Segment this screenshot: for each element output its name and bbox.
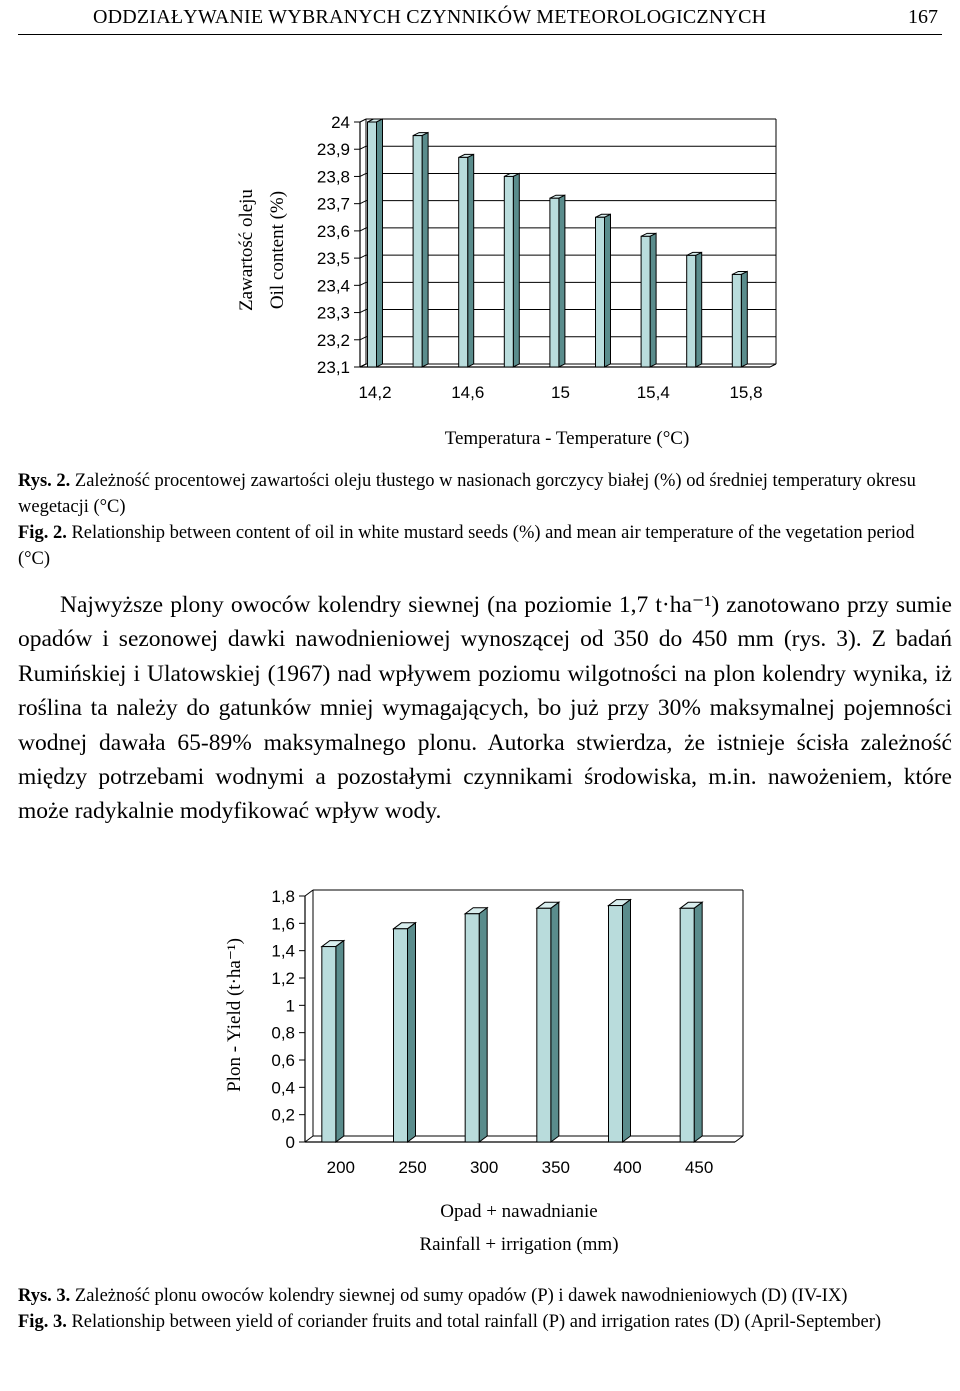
floor-edge (305, 1136, 313, 1142)
bar-front (609, 906, 623, 1142)
bar-side (623, 900, 631, 1142)
bar-side (551, 902, 559, 1142)
gridline (360, 119, 366, 122)
bar-front (465, 914, 479, 1142)
y-tick-label: 1,2 (271, 969, 295, 988)
x-tick-label: 14,2 (358, 383, 392, 402)
gridline (360, 310, 366, 313)
y-tick-label: 1 (285, 996, 295, 1016)
figure3-text-en: Relationship between yield of coriander fruits and total rainfall (P) and irrigation rates (D) (April-September) (71, 1312, 882, 1332)
gridline (360, 201, 366, 204)
x-axis-label: Temperatura - Temperature (°C) (444, 428, 690, 449)
bar-front (368, 122, 377, 367)
y-tick-label: 24 (331, 113, 350, 132)
figure2-caption-en (18, 520, 942, 572)
bar-front (537, 908, 551, 1142)
y-tick-label: 23,9 (316, 140, 350, 160)
x-axis-label-pl: Opad + nawadnianie (440, 1201, 598, 1222)
chart-plot-area (299, 890, 743, 1142)
x-tick-label: 14,6 (451, 383, 485, 402)
gridline (360, 255, 366, 258)
bar (732, 271, 747, 367)
x-tick-label: 15 (551, 383, 570, 402)
y-axis-label-en: Oil content (%) (267, 190, 288, 310)
bar-side (559, 195, 565, 367)
running-header-title: ODDZIAŁYWANIE WYBRANYCH CZYNNIKÓW METEOROLOGICZNYCH (93, 6, 767, 28)
x-axis-label-en: Rainfall + irrigation (mm) (419, 1234, 619, 1255)
oil-content-chart (0, 60, 960, 460)
x-tick-labels (358, 383, 762, 402)
figure3-label-en: Fig. 3. (18, 1312, 67, 1332)
bar-front (322, 947, 336, 1142)
y-tick-labels (317, 113, 350, 377)
bar (413, 133, 428, 367)
y-tick-label: 23,3 (316, 303, 350, 323)
figure2-text-pl: Zależność procentowej zawartości oleju tłustego w nasionach gorczycy białej (%) od średniej temperatury okresu wegetacji (°C) (18, 471, 916, 517)
y-tick-label: 0 (285, 1133, 295, 1152)
bars (322, 900, 702, 1142)
yield-chart (0, 870, 960, 1265)
bar-side (479, 908, 487, 1142)
bar (687, 252, 702, 367)
y-tick-label: 23,2 (316, 330, 350, 350)
figure2-caption-pl (18, 468, 942, 520)
bar-side (605, 214, 611, 367)
x-tick-label: 15,4 (636, 383, 670, 402)
figure2-caption (18, 468, 942, 572)
gridline (360, 146, 366, 149)
bar-side (741, 271, 747, 367)
bar-front (680, 908, 694, 1142)
y-tick-label: 23,8 (316, 167, 350, 187)
y-axis-label: Plon - Yield (t·ha⁻¹) (224, 938, 245, 1092)
gridline (360, 228, 366, 231)
page-number: 167 (908, 6, 938, 28)
bar-front (550, 198, 559, 367)
y-tick-labels (271, 887, 295, 1152)
bar-front (641, 236, 650, 367)
x-tick-labels (327, 1158, 714, 1177)
top-corner-edge (305, 890, 313, 896)
bars (368, 119, 748, 367)
bar (368, 119, 383, 367)
y-tick-label: 0,2 (271, 1105, 295, 1125)
y-tick-label: 1,4 (271, 941, 295, 961)
figure2-label-pl: Rys. 2. (18, 471, 71, 491)
x-tick-label: 450 (684, 1158, 714, 1177)
bar-front (504, 176, 513, 367)
bar (537, 902, 559, 1142)
bar-front (413, 136, 422, 367)
figure2-text-en: Relationship between content of oil in white mustard seeds (%) and mean air temperature of the vegetation period (°C) (18, 523, 915, 569)
figure3-caption (18, 1283, 942, 1335)
body-paragraph: Najwyższe plony owoców kolendry siewnej (na poziomie 1,7 t·ha⁻¹) zanotowano przy sumie opadów i sezonowej dawki nawodnieniowej wynoszącej od 350 do 450 mm (rys. 3). Z badań Rumińskiej i Ulatowskiej (1967) nad wpływem poziomu wilgotności na plon kolendry wynika, iż roślina ta należy do gatunków mniej wymagających, bo już przy 30% maksymalnej pojemności wodnej dawała 65-89% maksymalnego plonu. Autorka stwierdza, że istnieje ścisła zależność między potrzebami wodnymi a pozostałymi czynnikami środowiska, m.in. nawożeniem, które może radykalnie modyfikować wpływ wody. (18, 592, 952, 825)
x-tick-label: 300 (469, 1158, 499, 1177)
body-text (18, 588, 952, 829)
figure3-text-pl: Zależność plonu owoców kolendry siewnej od sumy opadów (P) i dawek nawodnieniowych (D) (IV-IX) (74, 1286, 848, 1306)
y-tick-label: 1,8 (271, 887, 295, 906)
figure3-label-pl: Rys. 3. (18, 1286, 71, 1306)
bar (394, 923, 416, 1142)
figure3-caption-pl (18, 1283, 942, 1309)
floor-edge (735, 1136, 743, 1142)
gridline (360, 337, 366, 340)
bar-side (408, 923, 416, 1142)
bar (596, 214, 611, 367)
y-tick-label: 23,5 (316, 249, 350, 269)
bar-side (422, 133, 428, 367)
bar (459, 154, 474, 367)
y-tick-label: 0,4 (271, 1078, 295, 1098)
figure2-label-en: Fig. 2. (18, 523, 67, 543)
bar-side (377, 119, 383, 367)
bar-front (732, 274, 741, 367)
y-axis-label-pl: Zawartość oleju (236, 189, 257, 311)
x-tick-label: 200 (326, 1158, 356, 1177)
y-tick-label: 0,6 (271, 1051, 295, 1070)
bar (504, 173, 519, 367)
y-tick-label: 23,4 (316, 276, 350, 296)
y-tick-label: 1,6 (271, 914, 295, 934)
bar (550, 195, 565, 367)
bar-side (468, 154, 474, 367)
bar (609, 900, 631, 1142)
bar-front (459, 157, 468, 367)
y-tick-label: 23,1 (316, 358, 350, 377)
bar (465, 908, 487, 1142)
x-tick-label: 350 (541, 1158, 571, 1177)
gridline (360, 173, 366, 176)
bar (322, 941, 344, 1142)
y-axis-label (236, 189, 288, 311)
running-header (18, 4, 942, 35)
bar (680, 902, 702, 1142)
bar-side (650, 233, 656, 367)
y-tick-label: 23,7 (316, 194, 350, 214)
bar-front (687, 255, 696, 367)
bar-side (336, 941, 344, 1142)
x-tick-label: 250 (398, 1158, 427, 1177)
bar-side (696, 252, 702, 367)
x-tick-label: 400 (613, 1158, 642, 1177)
gridline (360, 282, 366, 285)
y-tick-label: 23,6 (316, 221, 350, 241)
bar-front (394, 929, 408, 1142)
bar (641, 233, 656, 367)
bar-side (694, 902, 702, 1142)
x-tick-label: 15,8 (729, 383, 763, 402)
bar-side (513, 173, 519, 367)
y-tick-label: 0,8 (271, 1023, 295, 1043)
figure3-caption-en (18, 1309, 942, 1335)
bar-front (596, 217, 605, 367)
